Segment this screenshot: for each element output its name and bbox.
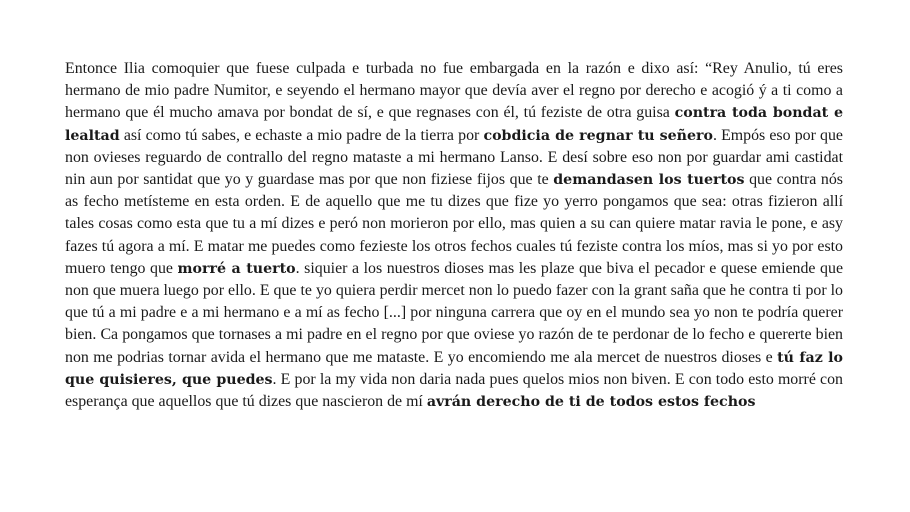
passage-segment: que contra nós as fecho metísteme en esta orden. E de aquello que me tu dizes que fize yo yerro pongamos que sea: otras fizieron allí tales cosas como esta que tu a mí dizes e peró non morieron por ello, mas quien a su can quiere matar ravia le pone, e asy fazes tú agora a mí. E matar me puedes como fezieste los otros fechos cuales tú feziste contra los míos, mas si yo por esto muero tengo que <box>65 171 843 277</box>
passage-segment: . E por la my vida non daria nada pues quelos mios non biven. E con todo esto morré con esperança que aquellos que tú dizes que nascieron de mí <box>65 370 843 411</box>
passage-emphasis: morré a tuerto <box>177 260 296 277</box>
passage-segment: así como tú sabes, e echaste a mio padre de la tierra por <box>119 126 484 144</box>
passage-segment: . Empós eso por que non ovieses reguardo de contrallo del regno mataste a mi hermano Lanso. E desí sobre eso non por guardar ami castidat nin aun por santidat que yo y guardase mas por que non fiziese fijos que te <box>65 126 843 189</box>
passage-text <box>65 58 843 413</box>
passage-emphasis: avrán derecho de ti de todos estos fechos <box>426 394 756 411</box>
passage-segment: . siquier a los nuestros dioses mas les plaze que biva el pecador e quese emiende que non que muera luego por ello. E que te yo quiera perdir mercet non lo puedo fazer con la grant saña que he contra ti por lo que tú a mi padre e a mi hermano e a mí as fecho [...] por ninguna carrera que oy en el mundo sea yo non te podría querer bien. Ca pongamos que tornases a mi padre en el regno por que oviese yo razón de te perdonar de lo fecho e quererte bien non me podrias tornar avida el hermano que me mataste. E yo encomiendo me ala mercet de nuestros dioses e <box>65 259 843 366</box>
passage-emphasis: demandasen los tuertos <box>553 172 745 189</box>
passage-emphasis: contra toda bondat e lealtad <box>65 105 843 144</box>
passage-segment: Entonce Ilia comoquier que fuese culpada e turbada no fue embargada en la razón e dixo así: “Rey Anulio, tú eres hermano de mio padre Numitor, e seyendo el hermano mayor que devía aver el regno por derecho e acogió ý a ti como a hermano que él mucho amava por bondat de sí, e que regnases con él, tú feziste de otra guisa <box>65 60 843 122</box>
passage-emphasis: tú faz lo que quisieres, que puedes <box>65 349 843 388</box>
passage-emphasis: cobdicia de regnar tu señero <box>483 127 713 144</box>
